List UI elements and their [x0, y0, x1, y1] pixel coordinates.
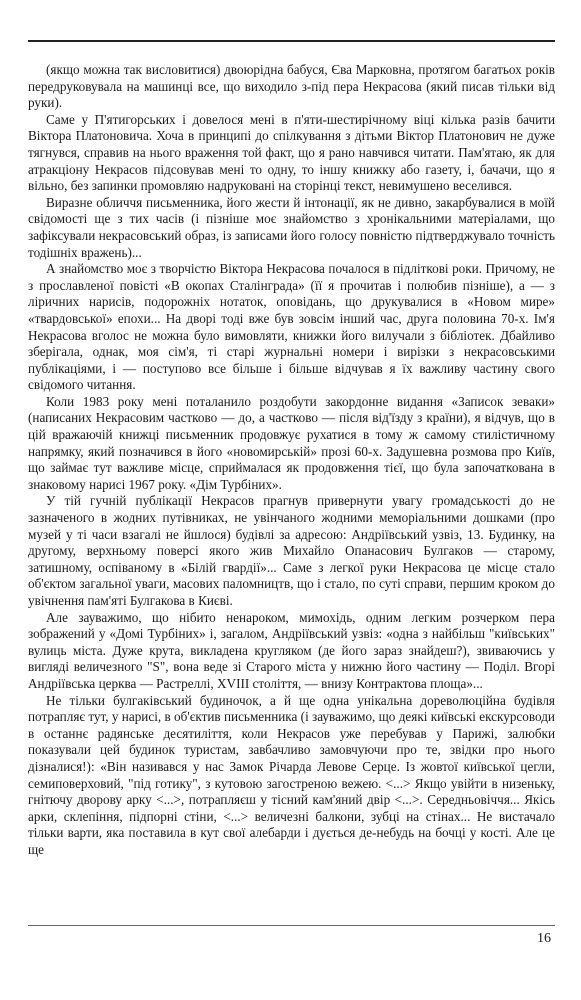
- footer-rule: [28, 925, 555, 926]
- paragraph-2: Саме у П'ятигорських і довелося мені в п'яти-шестирічному віці кілька разів бачити Віктора Платоновича. Хоча в принципі до спілкування з дітьми Віктор Платонович не дуже тягнувся, справив на нього враження той факт, що я рано навчився читати. Пам'ятаю, як для атракціону Некрасов підсовував мені то одну, то іншу книжку або газету, і, бачачи, що я вільно, без запинки промовляю надруковані на сторінці текст, невимушено веселився.: [28, 111, 555, 194]
- paragraph-1: (якщо можна так висловитися) двоюрідна бабуся, Єва Марковна, протягом багатьох років передруковувала на машинці все, що виходило з-під пера Некрасова (який писав тільки від руки).: [28, 62, 555, 111]
- header-rule: [28, 40, 555, 42]
- paragraph-3: Виразне обличчя письменника, його жести й інтонації, як не дивно, закарбувалися в моїй свідомості ще з тих часів (і пізніше моє знайомство з хронікальними матеріалами, що зафіксували некрасовський образ, із записами його голосу повністю підтверджувало точність тодішніх вражень)...: [28, 194, 555, 260]
- paragraph-5: Коли 1983 року мені поталанило роздобути закордонне видання «Записок зеваки» (написаних Некрасовим частково — до, а частково — після від'їзду з країни), я відчув, що в цій вражаючій книжці письменник продовжує рухатися в тому ж самому стилістичному напрямку, який позначився в його «новомирській» прозі 60-х. Задушевна розмова про Київ, що займає тут важливе місце, сприймалася як продовження тієї, що була започаткована в знаковому нарисі 1967 року. «Дім Турбіних».: [28, 393, 555, 492]
- body-text: [28, 62, 555, 859]
- paragraph-6: У тій гучній публікації Некрасов прагнув привернути увагу громадськості до не зазначеного в жодних путівниках, не увінчаного жодними меморіальними дошками (про музей у ті часи взагалі не йшлося) будівлі за адресою: Андріївський узвіз, 13. Будинку, на другому, верхньому поверсі якого жив Михайло Опанасович Булгаков — старому, затишному, оспіваному в «Білій гвардії»... Саме з легкої руки Некрасова це місце стало об'єктом загальної уваги, масових паломництв, що і стало, по суті справи, першим кроком до увічнення пам'яті Булгакова в Києві.: [28, 493, 555, 608]
- paragraph-4: А знайомство моє з творчістю Віктора Некрасова почалося в підліткові роки. Причому, не з прославленої повісті «В окопах Сталінграда» (її я прочитав і полюбив пізніше), а — з ліричних нарисів, подорожніх нотаток, оповідань, що друкувалися в «Новом мире» «твардовської» епохи... На дворі тоді вже був зовсім інший час, друга половина 70-х. Ім'я Некрасова вголос не можна було вимовляти, книжки його вилучали з бібліотек. Дбайливо зберігала, однак, моя сім'я, ті старі журнальні номери і вирізки з некрасовськими публікаціями, і — поступово все більше і більше відчував я їх важливу частину свого свідомого читання.: [28, 261, 555, 393]
- paragraph-8: Не тільки булгаківський будиночок, а й ще одна унікальна дореволюційна будівля потрапляє тут, у нарисі, в об'єктив письменника (і зауважимо, що деякі київські екскурсоводи в останнє радянське десятиліття, коли Некрасов уже перебував у Парижі, залюбки показували цей будинок туристам, завбачливо замовчуючи про те, звідки про нього дізналися!): «Він називався у нас Замок Річарда Левове Серце. Із жовтої київської цегли, семиповерховий, "під готику", з кутовою загостреною вежею. <...> Якщо увійти в низеньку, гнітючу дворову арку <...>, потрапляєш у тісний кам'яний двір <...>. Середньовіччя... Якісь арки, склепіння, підпорні стіни, <...> величезні балкони, зубці на стінах... Не вистачало тільки варти, яка поставила в кут свої алебарди і дується де-небудь на бочці у кості. Але це ще: [28, 692, 555, 857]
- page-number: 16: [537, 931, 551, 946]
- paragraph-7: Але зауважимо, що нібито ненароком, мимохідь, одним легким розчерком пера зображений у «Домі Турбіних» і, загалом, Андріївський узвіз: «одна з найбільш "київських" вулиць міста. Дуже крута, викладена кругляком (де його зараз знайдеш?), звиваючись у вигляді величезного "S", вона веде зі Старого міста у нижню його частину — Поділ. Вгорі Андріївська церква — Растреллі, XVIII століття, — внизу Контрактова площа»...: [28, 609, 555, 691]
